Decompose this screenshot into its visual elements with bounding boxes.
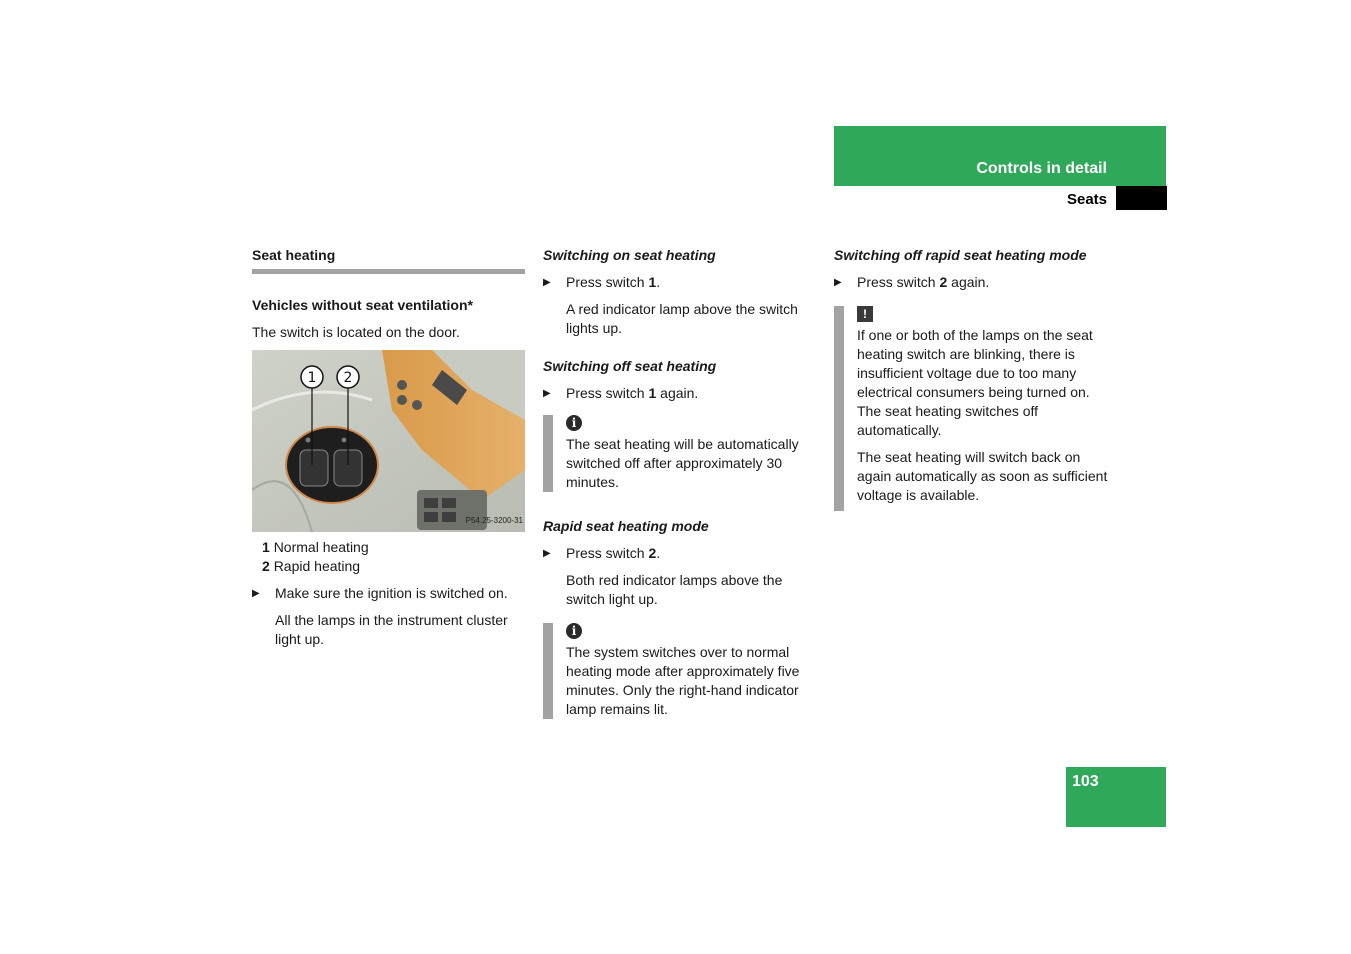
triangle-right-icon: ▶ bbox=[543, 548, 551, 559]
warning-note-voltage bbox=[834, 306, 1108, 511]
note-bar bbox=[543, 415, 553, 492]
callout-2: 2 bbox=[343, 370, 353, 386]
seat-heating-heading: Seat heating bbox=[252, 247, 336, 263]
switching-off-rapid-heading: Switching off rapid seat heating mode bbox=[834, 247, 1087, 263]
column-3 bbox=[834, 246, 1109, 519]
warning-icon: ! bbox=[857, 306, 873, 322]
rapid-heating-result: Both red indicator lamps above the switch light up. bbox=[566, 572, 783, 607]
door-switch-figure bbox=[252, 350, 525, 532]
info-note-normal-mode: i The system switches over to normal heating mode after approximately five minutes. Only the right-hand indicator lamp remains lit. bbox=[543, 623, 813, 719]
section-tab-marker bbox=[1116, 186, 1167, 210]
step-press-switch-2: ▶ Press switch 2. bbox=[543, 545, 661, 561]
step-press-switch-2-again: ▶ Press switch 2 again. bbox=[834, 274, 990, 290]
info-icon: i bbox=[566, 623, 582, 639]
warning-paragraph-2: The seat heating will switch back on again automatically as soon as sufficient voltage is available. bbox=[857, 449, 1108, 503]
door-switch-illustration bbox=[252, 350, 525, 532]
triangle-right-icon: ▶ bbox=[543, 277, 551, 288]
column-2 bbox=[543, 246, 813, 727]
step-ignition: ▶ Make sure the ignition is switched on. bbox=[252, 585, 508, 601]
step-ignition-result: All the lamps in the instrument cluster light up. bbox=[275, 612, 508, 647]
legend-item: 1 Normal heating bbox=[262, 539, 369, 555]
section-title: Seats bbox=[1066, 191, 1107, 208]
chapter-title: Controls in detail bbox=[976, 160, 1107, 177]
switch-location-text: The switch is located on the door. bbox=[252, 324, 460, 340]
note-bar bbox=[834, 306, 844, 511]
triangle-right-icon: ▶ bbox=[543, 388, 551, 399]
page-number: 103 bbox=[1072, 773, 1099, 790]
triangle-right-icon: ▶ bbox=[252, 588, 260, 599]
switching-off-heading: Switching off seat heating bbox=[543, 358, 717, 374]
legend-item: 2 Rapid heating bbox=[262, 558, 361, 574]
callout-1: 1 bbox=[307, 370, 317, 386]
figure-legend bbox=[252, 538, 525, 576]
vehicles-without-ventilation-heading: Vehicles without seat ventilation* bbox=[252, 297, 473, 313]
step-press-switch-1: ▶ Press switch 1. bbox=[543, 274, 661, 290]
triangle-right-icon: ▶ bbox=[834, 277, 842, 288]
info-note-auto-off: i The seat heating will be automatically switched off after approximately 30 minutes. bbox=[543, 415, 813, 492]
note-bar bbox=[543, 623, 553, 719]
column-1 bbox=[252, 246, 525, 657]
heading-rule bbox=[252, 269, 525, 274]
switching-on-result: A red indicator lamp above the switch lights up. bbox=[566, 301, 798, 336]
warning-paragraph-1: If one or both of the lamps on the seat heating switch are blinking, there is insufficient voltage due to too many electrical consumers being turned on. The seat heating switches off automatically. bbox=[857, 327, 1093, 438]
figure-code: P54.25-3200-31 bbox=[465, 516, 523, 525]
step-press-switch-1-again: ▶ Press switch 1 again. bbox=[543, 385, 699, 401]
info-icon: i bbox=[566, 415, 582, 431]
rapid-heating-heading: Rapid seat heating mode bbox=[543, 518, 709, 534]
switching-on-heading: Switching on seat heating bbox=[543, 247, 716, 263]
